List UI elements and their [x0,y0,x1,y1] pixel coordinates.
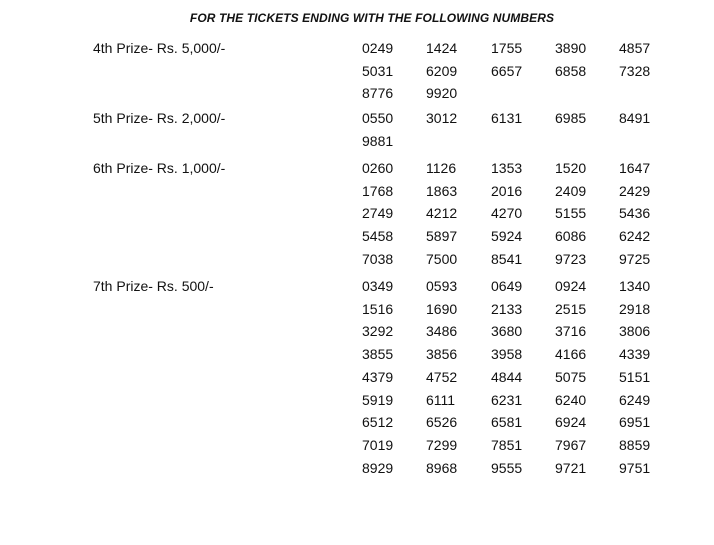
ticket-number: 6858 [555,62,587,79]
ticket-number: 2515 [555,300,587,317]
ticket-number: 1424 [426,40,458,56]
ticket-number: 7038 [362,250,394,267]
ticket-number: 4339 [619,346,651,363]
ticket-number: 3012 [426,110,458,126]
ticket-number: 1516 [362,300,394,317]
ticket-number: 6657 [491,62,523,79]
ticket-number: 2429 [619,182,651,199]
ticket-number: 9555 [491,459,523,476]
ticket-number: 1340 [619,278,651,294]
ticket-number: 9920 [426,85,458,102]
ticket-row [0,110,714,132]
ticket-number: 0649 [491,278,523,294]
ticket-number: 3856 [426,346,458,363]
prize-label: 5th Prize- Rs. 2,000/- [93,110,226,126]
ticket-number: 5458 [362,228,394,245]
ticket-number: 1353 [491,160,523,176]
ticket-number: 2409 [555,182,587,199]
ticket-number: 1768 [362,182,394,199]
ticket-number: 4166 [555,346,587,363]
ticket-number: 6985 [555,110,587,126]
ticket-number: 4857 [619,40,651,56]
ticket-number: 4270 [491,205,523,222]
ticket-number: 4212 [426,205,458,222]
ticket-number: 5919 [362,391,394,408]
ticket-number: 8491 [619,110,651,126]
ticket-number: 6242 [619,228,651,245]
ticket-number: 2133 [491,300,523,317]
ticket-row [0,85,714,107]
ticket-number: 1690 [426,300,458,317]
ticket-number: 6209 [426,62,458,79]
ticket-row [0,278,714,300]
ticket-number: 0249 [362,40,394,56]
ticket-number: 6231 [491,391,523,408]
ticket-row [0,251,714,273]
ticket-row [0,160,714,182]
ticket-number: 0924 [555,278,587,294]
ticket-number: 5151 [619,368,651,385]
ticket-number: 5031 [362,62,394,79]
ticket-number: 5155 [555,205,587,222]
ticket-number: 7500 [426,250,458,267]
ticket-row [0,63,714,85]
ticket-number: 3855 [362,346,394,363]
ticket-row [0,228,714,250]
ticket-number: 0260 [362,160,394,176]
ticket-number: 3680 [491,323,523,340]
ticket-number: 0349 [362,278,394,294]
ticket-number: 5924 [491,228,523,245]
ticket-row [0,301,714,323]
ticket-number: 9725 [619,250,651,267]
ticket-number: 7851 [491,436,523,453]
ticket-number: 5897 [426,228,458,245]
ticket-row [0,414,714,436]
ticket-row [0,40,714,62]
ticket-number: 4752 [426,368,458,385]
ticket-number: 3292 [362,323,394,340]
ticket-row [0,392,714,414]
ticket-number: 2749 [362,205,394,222]
ticket-number: 6240 [555,391,587,408]
prize-label: 6th Prize- Rs. 1,000/- [93,160,226,176]
ticket-row [0,346,714,368]
ticket-row [0,133,714,155]
ticket-number: 7328 [619,62,651,79]
prize-label: 4th Prize- Rs. 5,000/- [93,40,226,56]
ticket-number: 9721 [555,459,587,476]
ticket-number: 3958 [491,346,523,363]
ticket-number: 9751 [619,459,651,476]
ticket-number: 3716 [555,323,587,340]
ticket-number: 5436 [619,205,651,222]
ticket-number: 1755 [491,40,523,56]
ticket-number: 4844 [491,368,523,385]
ticket-row [0,437,714,459]
ticket-number: 6526 [426,414,458,431]
ticket-number: 3486 [426,323,458,340]
ticket-row [0,323,714,345]
ticket-number: 6086 [555,228,587,245]
ticket-number: 6512 [362,414,394,431]
ticket-number: 3890 [555,40,587,56]
ticket-number: 8968 [426,459,458,476]
ticket-number: 1126 [426,160,457,176]
ticket-row [0,183,714,205]
ticket-number: 8541 [491,250,523,267]
ticket-number: 2016 [491,182,523,199]
ticket-row [0,369,714,391]
ticket-number: 0593 [426,278,458,294]
ticket-number: 1520 [555,160,587,176]
page-title: FOR THE TICKETS ENDING WITH THE FOLLOWING NUMBERS [189,11,555,25]
ticket-number: 5075 [555,368,587,385]
ticket-number: 6951 [619,414,651,431]
ticket-number: 3806 [619,323,651,340]
ticket-number: 7019 [362,436,394,453]
ticket-number: 9881 [362,132,394,149]
ticket-number: 6924 [555,414,587,431]
ticket-row [0,205,714,227]
ticket-number: 0550 [362,110,394,126]
ticket-number: 8929 [362,459,394,476]
ticket-number: 4379 [362,368,394,385]
ticket-number: 8776 [362,85,394,102]
ticket-number: 1647 [619,160,651,176]
ticket-number: 8859 [619,436,651,453]
prize-label: 7th Prize- Rs. 500/- [93,278,214,294]
ticket-number: 6111 [426,391,456,408]
ticket-number: 7299 [426,436,458,453]
ticket-number: 6131 [491,110,523,126]
ticket-number: 7967 [555,436,587,453]
ticket-number: 6581 [491,414,523,431]
ticket-number: 9723 [555,250,587,267]
ticket-number: 2918 [619,300,651,317]
ticket-number: 1863 [426,182,458,199]
ticket-row [0,460,714,482]
ticket-number: 6249 [619,391,651,408]
